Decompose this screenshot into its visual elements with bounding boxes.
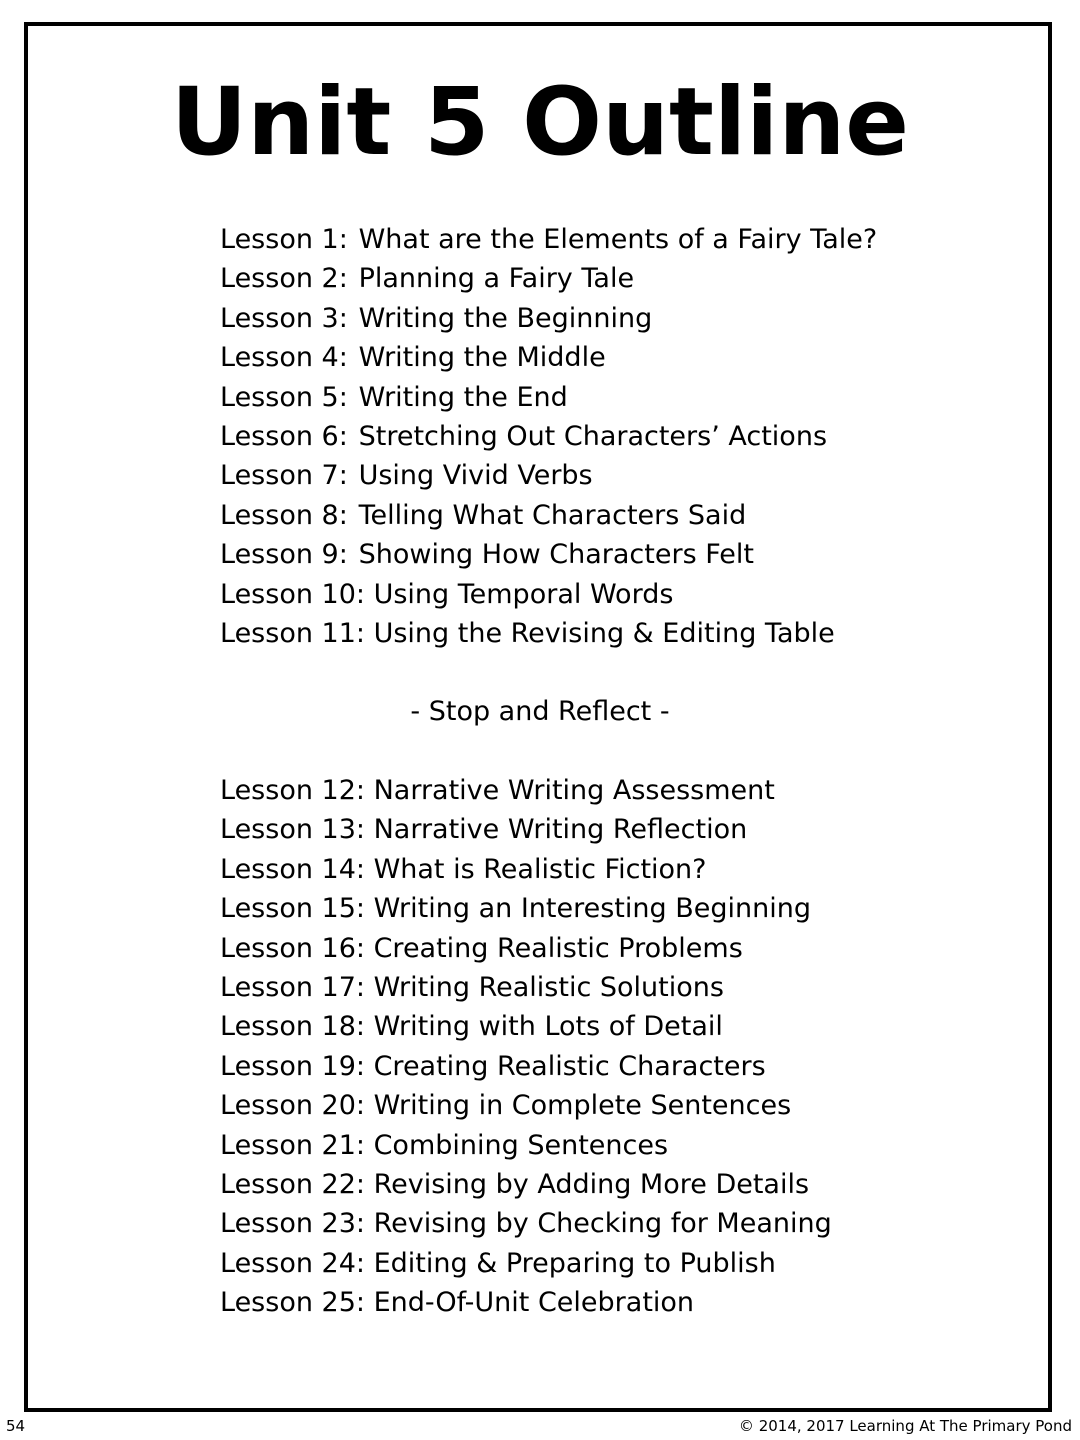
list-item [220,1126,1040,1165]
lesson-label: Lesson 1: [220,224,348,255]
lesson-label: Lesson 14: [220,853,365,885]
lesson-label: Lesson 11: [220,617,365,649]
lesson-title: Creating Realistic Characters [373,1050,766,1082]
lesson-title: End-Of-Unit Celebration [373,1287,695,1319]
lesson-label: Lesson 19: [220,1050,365,1082]
list-item [220,299,1040,338]
lesson-list-part-2 [220,771,1040,1322]
lesson-label: Lesson 7: [220,460,348,492]
lesson-label: Lesson 22: [220,1168,365,1200]
lesson-title: Creating Realistic Problems [373,932,743,964]
lesson-label: Lesson 20: [220,1090,365,1122]
list-item [220,929,1040,968]
list-item [220,1165,1040,1204]
lesson-label: Lesson 17: [220,971,365,1003]
lesson-title: Writing the End [358,381,568,413]
list-item [220,614,1040,653]
list-item [220,259,1040,298]
list-item [220,771,1040,810]
lesson-title: Telling What Characters Said [358,499,747,531]
lesson-label: Lesson 15: [220,893,365,925]
page-title: Unit 5 Outline [170,68,910,177]
lesson-label: Lesson 23: [220,1208,365,1240]
lesson-title: Planning a Fairy Tale [358,263,635,295]
lesson-title: Using Temporal Words [373,578,674,610]
lesson-label: Lesson 13: [220,814,365,846]
list-item [220,1283,1040,1322]
lesson-label: Lesson 21: [220,1129,365,1161]
lesson-label: Lesson 16: [220,932,365,964]
list-item [220,338,1040,377]
list-item [220,1047,1040,1086]
lesson-label: Lesson 2: [220,263,348,295]
lesson-title: Writing an Interesting Beginning [373,893,811,925]
lesson-label: Lesson 6: [220,420,348,452]
lesson-title: Using the Revising & Editing Table [373,617,835,649]
lesson-title: What is Realistic Fiction? [373,853,707,885]
list-item [220,417,1040,456]
lesson-title: Writing the Beginning [358,302,653,334]
lesson-label: Lesson 10: [220,578,365,610]
list-item [220,968,1040,1007]
lesson-label: Lesson 25: [220,1287,365,1319]
copyright-notice: © 2014, 2017 Learning At The Primary Pond [738,1417,1072,1435]
list-item [220,1007,1040,1046]
list-item [220,378,1040,417]
lesson-title: Narrative Writing Assessment [373,775,775,806]
lesson-title: Showing How Characters Felt [358,539,754,571]
list-item [220,1244,1040,1283]
lesson-title: Combining Sentences [373,1129,669,1161]
lesson-title: Revising by Adding More Details [373,1168,810,1200]
lesson-title: Writing in Complete Sentences [373,1090,792,1122]
lesson-title: Using Vivid Verbs [358,460,593,492]
list-item [220,810,1040,849]
lesson-label: Lesson 3: [220,302,348,334]
list-item [220,850,1040,889]
list-item [220,535,1040,574]
lesson-label: Lesson 9: [220,539,348,571]
lesson-label: Lesson 24: [220,1247,365,1279]
lesson-label: Lesson 18: [220,1011,365,1043]
lesson-title: Stretching Out Characters’ Actions [358,420,828,452]
lesson-label: Lesson 8: [220,499,348,531]
lesson-title: Revising by Checking for Meaning [373,1208,832,1240]
list-item [220,575,1040,614]
lesson-title: Writing the Middle [358,342,606,374]
stop-and-reflect-divider: - Stop and Reflect - [410,696,670,727]
page-number: 54 [6,1417,26,1435]
lesson-title: Writing with Lots of Detail [373,1011,723,1043]
lesson-label: Lesson 5: [220,381,348,413]
lesson-title: Editing & Preparing to Publish [373,1247,776,1279]
list-item [220,1204,1040,1243]
lesson-title: Narrative Writing Reflection [373,814,748,846]
list-item [220,456,1040,495]
list-item [220,889,1040,928]
lesson-label: Lesson 12: [220,775,365,806]
list-item [220,496,1040,535]
lesson-list-part-1 [220,220,1040,653]
lesson-title: Writing Realistic Solutions [373,971,724,1003]
list-item [220,1086,1040,1125]
lesson-title: What are the Elements of a Fairy Tale? [358,224,878,255]
lesson-label: Lesson 4: [220,342,348,374]
list-item [220,220,1040,259]
